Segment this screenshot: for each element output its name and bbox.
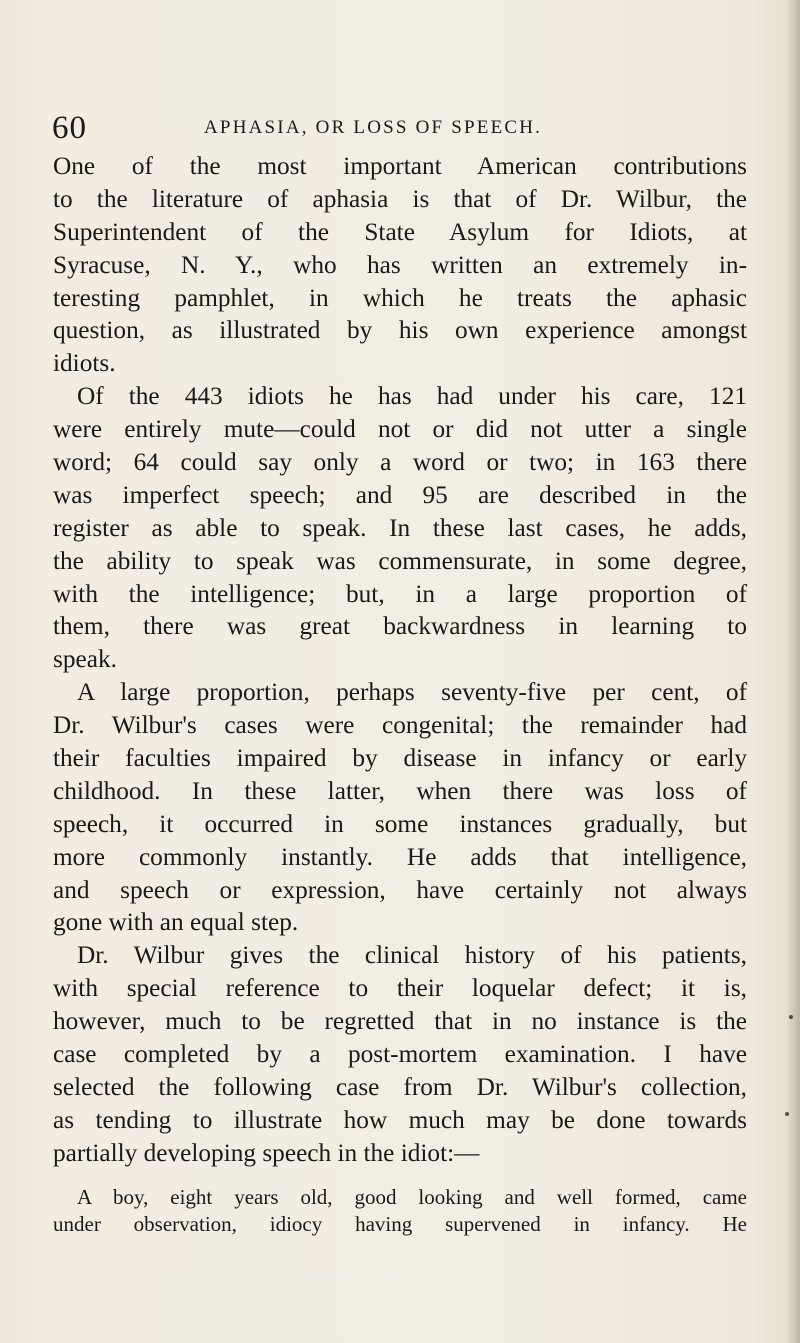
text-line: word; 64 could say only a word or two; in 163 there [53,448,747,477]
body-text [53,150,747,1170]
text-line: idiots. [53,349,116,378]
text-line: question, as illustrated by his own experience amongst [53,316,747,345]
text-line: speak. [53,645,117,674]
case-report-text [53,1184,747,1238]
text-line: was imperfect speech; and 95 are described in the [53,480,747,509]
page-header [52,108,752,148]
text-line: with the intelligence; but, in a large proportion of [53,579,747,608]
text-line: gone with an equal step. [53,908,299,937]
page-number: 60 [52,110,87,146]
text-line: case completed by a post-mortem examination. I have [53,1040,747,1069]
text-line: teresting pamphlet, in which he treats the aphasic [53,283,747,312]
text-line: childhood. In these latter, when there was loss of [53,776,747,805]
text-line: Superintendent of the State Asylum for Idiots, at [53,217,747,246]
text-line: Of the 443 idiots he has had under his care, 121 [77,382,747,411]
text-line: Dr. Wilbur gives the clinical history of his patients, [77,941,747,970]
text-line: and speech or expression, have certainly not always [53,875,747,904]
text-line: however, much to be regretted that in no instance is the [53,1007,747,1036]
running-head: APHASIA, OR LOSS OF SPEECH. [204,117,543,138]
margin-speck [785,1112,789,1116]
text-line: register as able to speak. In these last cases, he adds, [53,513,747,542]
text-line: with special reference to their loquelar defect; it is, [53,974,747,1003]
text-line: speech, it occurred in some instances gradually, but [53,809,747,838]
text-line: were entirely mute—could not or did not utter a single [53,415,747,444]
text-line: more commonly instantly. He adds that intelligence, [53,842,747,871]
text-line: One of the most important American contributions [53,152,747,180]
margin-speck [789,1015,793,1019]
page-edge-shadow [786,0,800,1343]
text-line: selected the following case from Dr. Wilbur's collection, [53,1072,747,1101]
text-line: Syracuse, N. Y., who has written an extremely in- [53,250,747,279]
text-line: them, there was great backwardness in learning to [53,612,747,641]
text-line: to the literature of aphasia is that of Dr. Wilbur, the [53,184,747,213]
text-line: partially developing speech in the idiot:— [53,1138,480,1167]
text-line: A large proportion, perhaps seventy-five per cent, of [77,678,747,707]
text-line: Dr. Wilbur's cases were congenital; the remainder had [53,711,747,740]
text-line: the ability to speak was commensurate, in some degree, [53,546,747,575]
text-line: under observation, idiocy having supervened in infancy. He [53,1212,747,1236]
text-line: as tending to illustrate how much may be done towards [53,1105,747,1134]
text-line: A boy, eight years old, good looking and well formed, came [77,1185,747,1209]
text-line: their faculties impaired by disease in infancy or early [53,744,747,773]
